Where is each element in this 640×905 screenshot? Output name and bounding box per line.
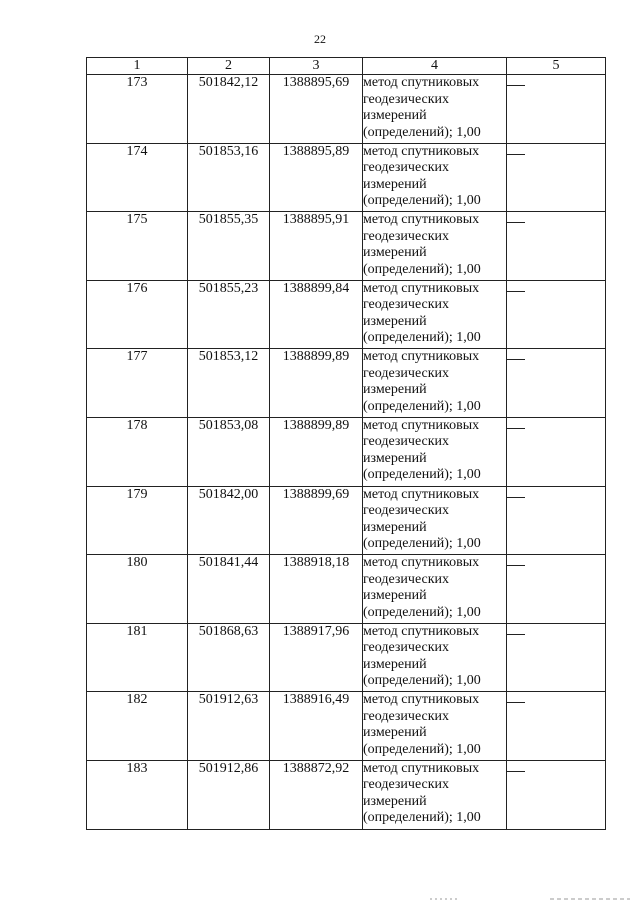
method-line: измерений: [363, 793, 427, 809]
note-cell: [507, 692, 606, 761]
note-cell: [507, 623, 606, 692]
method-line: (определений); 1,00: [363, 330, 481, 346]
method-cell: [363, 75, 507, 144]
method-line: измерений: [363, 519, 427, 535]
x-coordinate-cell: 501868,63: [188, 623, 270, 692]
x-coordinate-cell: 501842,12: [188, 75, 270, 144]
y-coordinate-cell: 1388899,89: [270, 417, 363, 486]
method-line: геодезических: [363, 228, 450, 244]
table-row: [87, 692, 606, 761]
column-header-3: 3: [270, 58, 363, 75]
dash-mark: [507, 428, 525, 429]
method-line: измерений: [363, 245, 427, 261]
x-coordinate-cell: 501855,35: [188, 212, 270, 281]
method-line: (определений); 1,00: [363, 261, 481, 277]
method-line: метод спутниковых: [363, 760, 480, 776]
method-line: (определений); 1,00: [363, 467, 481, 483]
method-line: метод спутниковых: [363, 75, 480, 90]
y-coordinate-cell: 1388899,89: [270, 349, 363, 418]
point-number-cell: 183: [87, 760, 188, 829]
dash-mark: [507, 497, 525, 498]
column-header-5: 5: [507, 58, 606, 75]
dash-mark: [507, 222, 525, 223]
method-line: метод спутниковых: [363, 417, 480, 433]
method-line: (определений); 1,00: [363, 810, 481, 826]
method-cell: [363, 280, 507, 349]
note-cell: [507, 280, 606, 349]
table-row: [87, 555, 606, 624]
method-line: метод спутниковых: [363, 212, 480, 228]
x-coordinate-cell: 501912,63: [188, 692, 270, 761]
table-row: [87, 75, 606, 144]
method-cell: [363, 623, 507, 692]
point-number-cell: 181: [87, 623, 188, 692]
method-line: измерений: [363, 725, 427, 741]
y-coordinate-cell: 1388899,84: [270, 280, 363, 349]
method-cell: [363, 486, 507, 555]
method-line: геодезических: [363, 297, 450, 313]
note-cell: [507, 143, 606, 212]
dash-mark: [507, 154, 525, 155]
method-line: метод спутниковых: [363, 349, 480, 365]
scan-artifact-marks: [430, 897, 630, 901]
method-line: метод спутниковых: [363, 692, 480, 708]
y-coordinate-cell: 1388872,92: [270, 760, 363, 829]
point-number-cell: 180: [87, 555, 188, 624]
point-number-cell: 173: [87, 75, 188, 144]
method-line: метод спутниковых: [363, 280, 480, 296]
column-header-4: 4: [363, 58, 507, 75]
method-line: геодезических: [363, 365, 450, 381]
y-coordinate-cell: 1388916,49: [270, 692, 363, 761]
y-coordinate-cell: 1388895,69: [270, 75, 363, 144]
note-cell: [507, 760, 606, 829]
y-coordinate-cell: 1388918,18: [270, 555, 363, 624]
table-row: [87, 486, 606, 555]
method-cell: [363, 555, 507, 624]
method-line: метод спутниковых: [363, 623, 480, 639]
method-line: геодезических: [363, 434, 450, 450]
table-row: [87, 417, 606, 486]
dash-mark: [507, 634, 525, 635]
dash-mark: [507, 85, 525, 86]
x-coordinate-cell: 501855,23: [188, 280, 270, 349]
method-line: (определений); 1,00: [363, 398, 481, 414]
column-header-2: 2: [188, 58, 270, 75]
method-line: (определений); 1,00: [363, 193, 481, 209]
y-coordinate-cell: 1388917,96: [270, 623, 363, 692]
note-cell: [507, 349, 606, 418]
method-line: геодезических: [363, 640, 450, 656]
method-line: геодезических: [363, 777, 450, 793]
note-cell: [507, 555, 606, 624]
method-cell: [363, 692, 507, 761]
dash-mark: [507, 291, 525, 292]
table-row: [87, 349, 606, 418]
point-number-cell: 177: [87, 349, 188, 418]
y-coordinate-cell: 1388899,69: [270, 486, 363, 555]
method-line: геодезических: [363, 571, 450, 587]
method-line: (определений); 1,00: [363, 536, 481, 552]
method-cell: [363, 349, 507, 418]
point-number-cell: 178: [87, 417, 188, 486]
point-number-cell: 175: [87, 212, 188, 281]
x-coordinate-cell: 501841,44: [188, 555, 270, 624]
dash-mark: [507, 565, 525, 566]
note-cell: [507, 75, 606, 144]
y-coordinate-cell: 1388895,91: [270, 212, 363, 281]
x-coordinate-cell: 501853,08: [188, 417, 270, 486]
table-row: [87, 280, 606, 349]
dash-mark: [507, 702, 525, 703]
method-line: геодезических: [363, 708, 450, 724]
note-cell: [507, 212, 606, 281]
method-line: измерений: [363, 313, 427, 329]
note-cell: [507, 486, 606, 555]
table-row: [87, 212, 606, 281]
x-coordinate-cell: 501912,86: [188, 760, 270, 829]
method-line: (определений); 1,00: [363, 124, 481, 140]
y-coordinate-cell: 1388895,89: [270, 143, 363, 212]
method-line: измерений: [363, 588, 427, 604]
method-cell: [363, 417, 507, 486]
point-number-cell: 182: [87, 692, 188, 761]
method-cell: [363, 143, 507, 212]
method-line: измерений: [363, 108, 427, 123]
header-row: [87, 58, 606, 75]
table-row: [87, 143, 606, 212]
method-line: (определений); 1,00: [363, 741, 481, 757]
method-line: измерений: [363, 176, 427, 192]
method-line: метод спутниковых: [363, 486, 480, 502]
method-line: метод спутниковых: [363, 143, 480, 159]
method-line: (определений); 1,00: [363, 673, 481, 689]
coordinates-table: [86, 57, 606, 830]
method-cell: [363, 212, 507, 281]
method-line: измерений: [363, 656, 427, 672]
point-number-cell: 179: [87, 486, 188, 555]
x-coordinate-cell: 501853,16: [188, 143, 270, 212]
page-number: 22: [314, 32, 326, 46]
method-line: геодезических: [363, 503, 450, 519]
table-row: [87, 623, 606, 692]
note-cell: [507, 417, 606, 486]
method-cell: [363, 760, 507, 829]
point-number-cell: 174: [87, 143, 188, 212]
method-line: (определений); 1,00: [363, 604, 481, 620]
table-body: [87, 75, 606, 830]
method-line: геодезических: [363, 160, 450, 176]
method-line: измерений: [363, 382, 427, 398]
dash-mark: [507, 771, 525, 772]
x-coordinate-cell: 501842,00: [188, 486, 270, 555]
column-header-1: 1: [87, 58, 188, 75]
method-line: измерений: [363, 450, 427, 466]
method-line: метод спутниковых: [363, 555, 480, 571]
dash-mark: [507, 359, 525, 360]
method-line: геодезических: [363, 91, 450, 107]
x-coordinate-cell: 501853,12: [188, 349, 270, 418]
table-row: [87, 760, 606, 829]
point-number-cell: 176: [87, 280, 188, 349]
